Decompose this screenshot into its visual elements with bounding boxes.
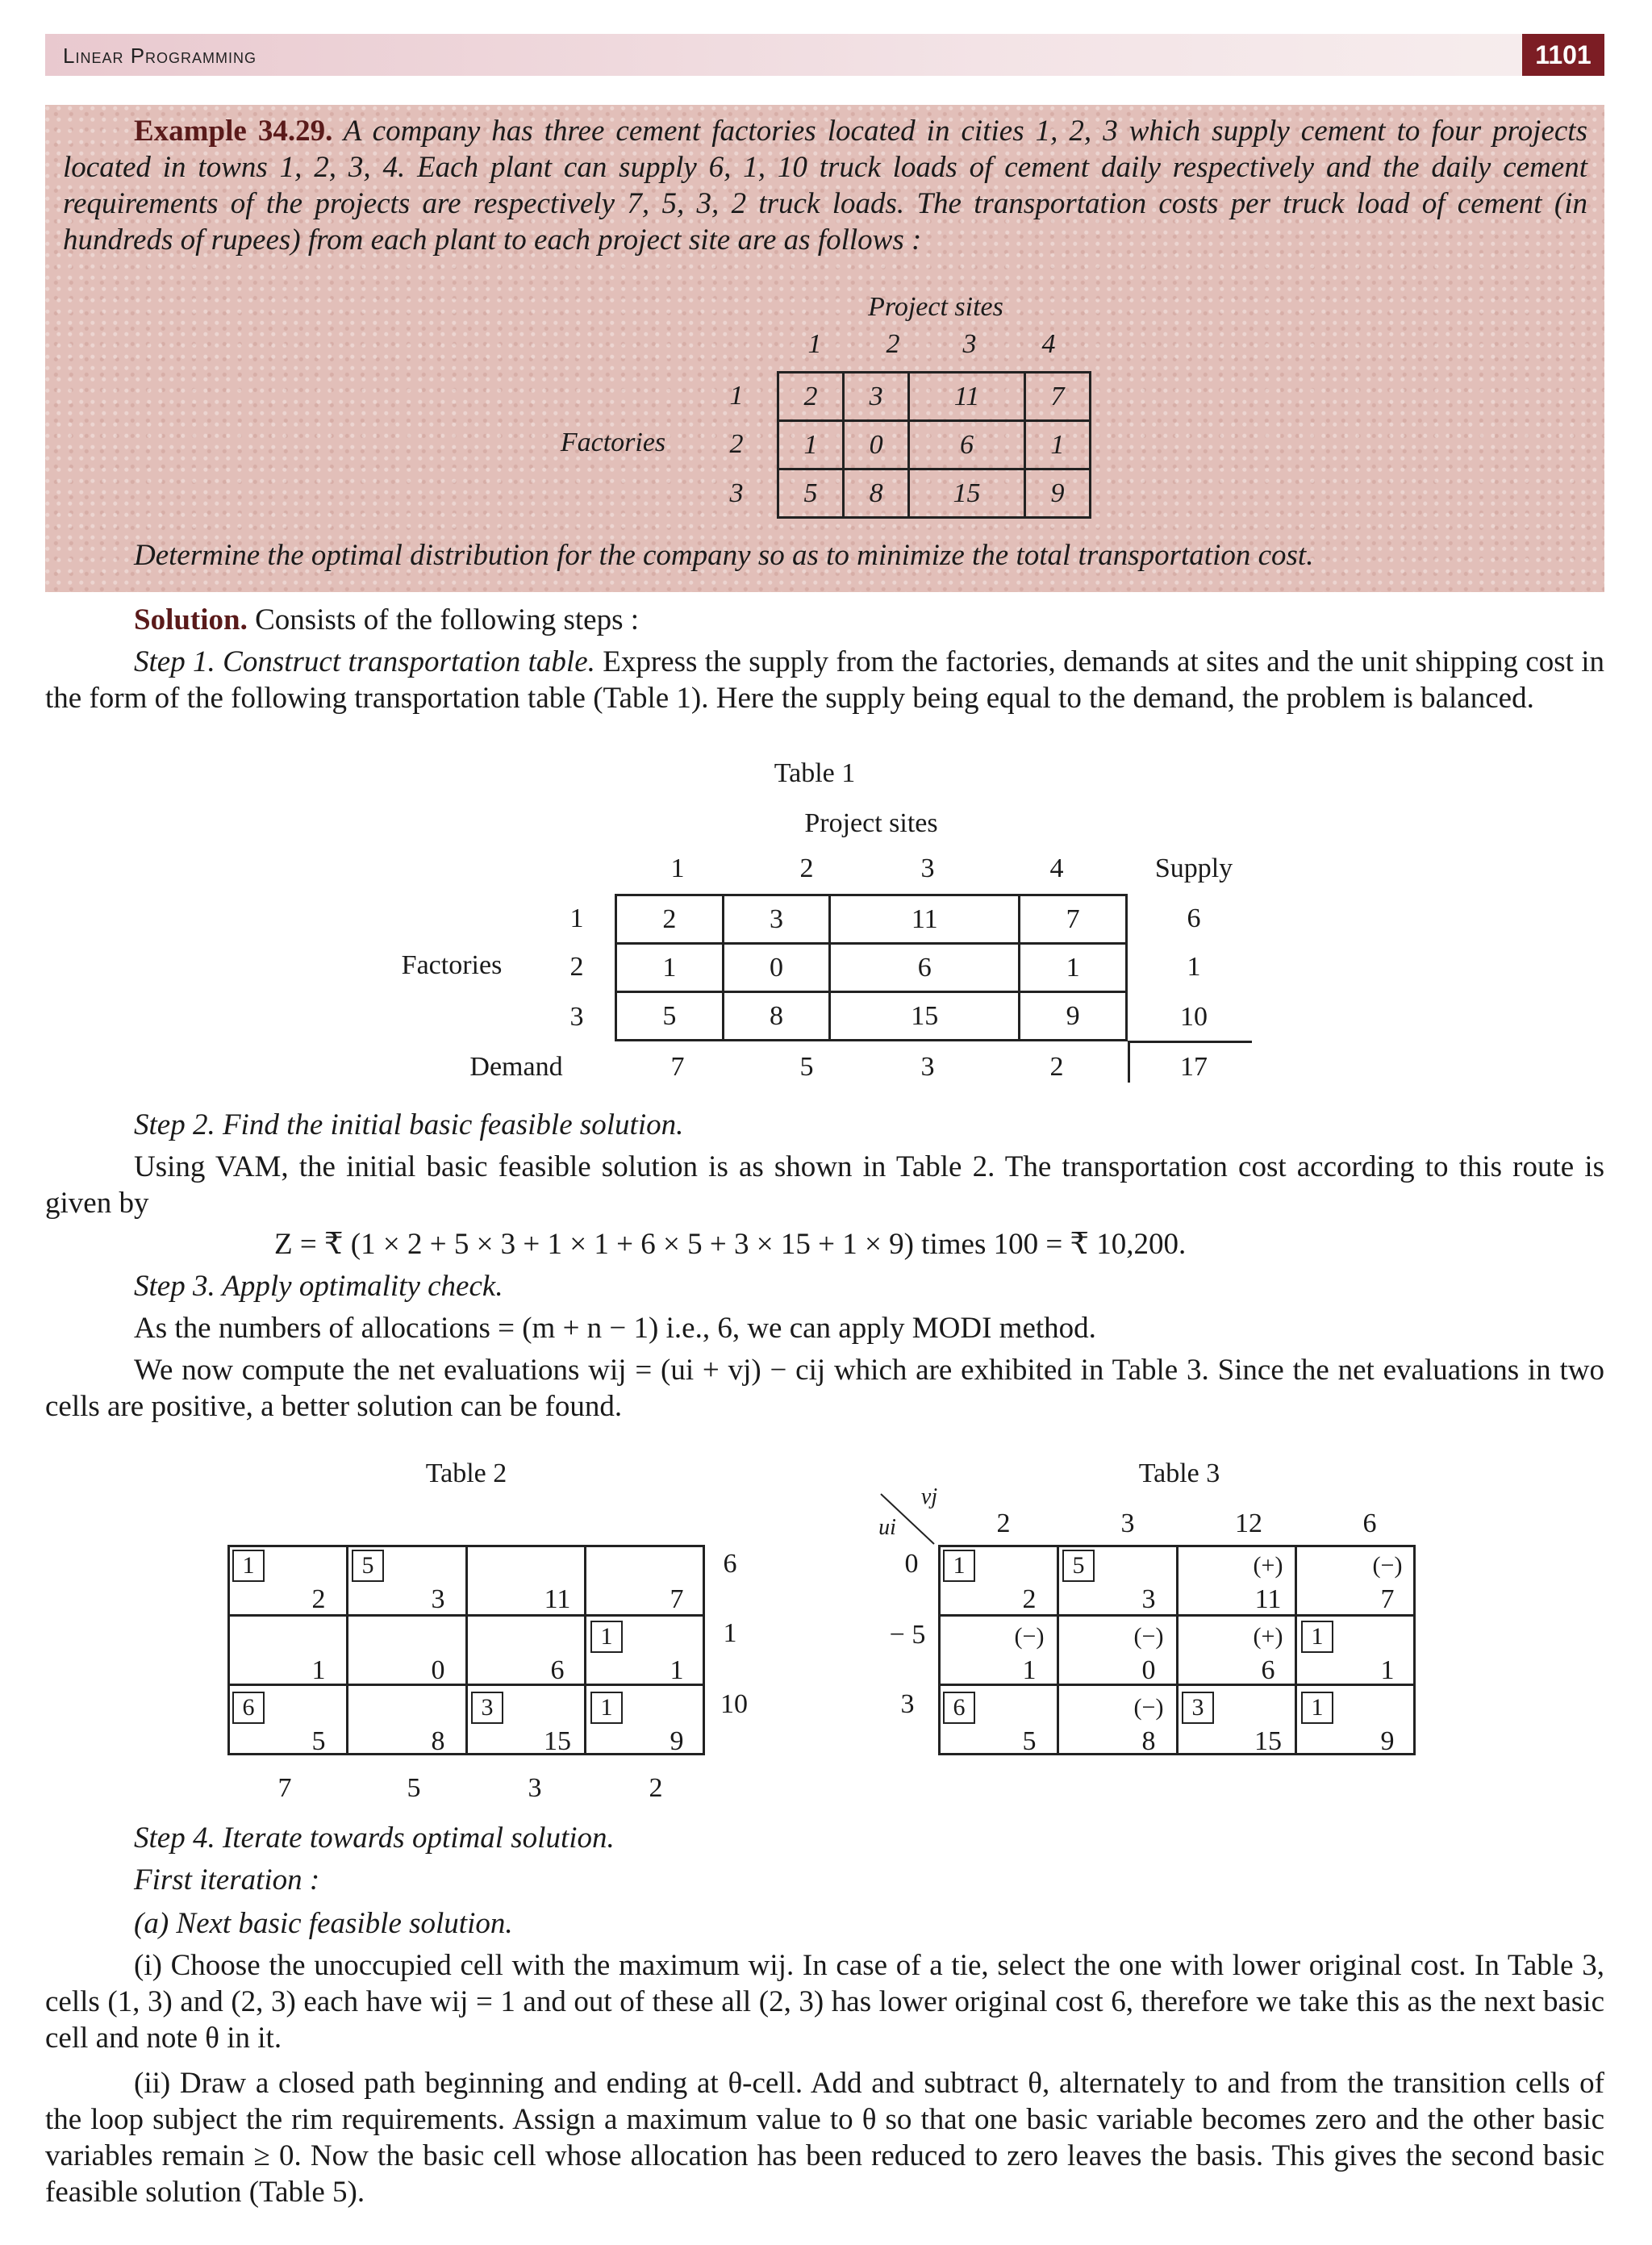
table1-col-4: 4 bbox=[1049, 853, 1064, 883]
page-header bbox=[45, 34, 1604, 76]
cost-cell: 1 bbox=[1024, 421, 1090, 469]
cost-value: 2 bbox=[1022, 1584, 1037, 1614]
cost-value: 11 bbox=[544, 1584, 571, 1614]
example-col-3: 3 bbox=[962, 329, 977, 359]
table2-supply-2: 1 bbox=[723, 1618, 737, 1648]
cost-cell: 2 bbox=[778, 373, 844, 421]
example-label: Example 34.29. bbox=[134, 115, 333, 148]
allocation-box: 3 bbox=[471, 1692, 503, 1724]
i-text: (i) Choose the unoccupied cell with the maximum wij. In case of a tie, select the one with lower original cost. In Table 3, cells (1, 3) and (2, 3) each have wij = 1 and out of these all (2, 3) has lower original cost 6, therefore we take this as the next basic cell and note θ in it. bbox=[45, 1949, 1604, 2055]
table2-demand-4: 2 bbox=[649, 1773, 663, 1803]
first-iteration: First iteration : bbox=[134, 1863, 320, 1897]
table1-demand-3: 3 bbox=[920, 1052, 935, 1082]
cost-value: 7 bbox=[670, 1584, 684, 1614]
cost-value: 1 bbox=[670, 1655, 684, 1685]
cost-value: 9 bbox=[670, 1726, 684, 1756]
table1-row-1: 1 bbox=[569, 903, 584, 933]
table1-grid bbox=[615, 894, 1128, 1041]
allocation-box: 1 bbox=[232, 1550, 265, 1582]
table3-u-1: 0 bbox=[904, 1549, 919, 1579]
table2-demand-1: 7 bbox=[277, 1773, 292, 1803]
example-row-3: 3 bbox=[729, 478, 744, 508]
cost-value: 11 bbox=[1254, 1584, 1282, 1614]
table1-supply-label: Supply bbox=[1154, 853, 1233, 883]
table2-title: Table 2 bbox=[425, 1458, 507, 1488]
a-title: (a) Next basic feasible solution. bbox=[134, 1907, 513, 1940]
ii-paragraph bbox=[45, 2065, 1604, 2210]
cost-value: 3 bbox=[1141, 1584, 1156, 1614]
solution-intro-text: Consists of the following steps : bbox=[255, 603, 639, 636]
table1-factories-label: Factories bbox=[401, 950, 503, 980]
example-statement bbox=[63, 113, 1587, 258]
example-row-2: 2 bbox=[729, 429, 744, 459]
cost-cell: 6 bbox=[909, 421, 1025, 469]
cost-value: 8 bbox=[1141, 1726, 1156, 1756]
allocation-box: 5 bbox=[352, 1550, 384, 1582]
allocation-box: 1 bbox=[1301, 1692, 1333, 1724]
chapter-title: Linear Programming bbox=[63, 44, 257, 68]
cost-value: 5 bbox=[1022, 1726, 1037, 1756]
net-evaluation-sign: (+) bbox=[1253, 1552, 1283, 1579]
allocation-box: 3 bbox=[1182, 1692, 1214, 1724]
table1-supply-2: 1 bbox=[1187, 952, 1201, 982]
table2-demand-3: 3 bbox=[528, 1773, 542, 1803]
cost-cell: 11 bbox=[830, 895, 1020, 944]
cost-cell: 3 bbox=[844, 373, 909, 421]
cost-value: 6 bbox=[550, 1655, 565, 1685]
table1-demand-1: 7 bbox=[670, 1052, 685, 1082]
step3-line2: We now compute the net evaluations wij = (ui + vj) − cij which are exhibited in Table 3. Since the net evaluations in two cells are positive, a better solution can be found. bbox=[45, 1354, 1604, 1423]
step2-paragraph bbox=[45, 1149, 1604, 1221]
table2-supply-1: 6 bbox=[723, 1549, 737, 1579]
cost-value: 5 bbox=[311, 1726, 326, 1756]
table1-row-3: 3 bbox=[569, 1002, 584, 1032]
cost-value: 3 bbox=[431, 1584, 445, 1614]
cost-value: 1 bbox=[311, 1655, 326, 1685]
cost-value: 15 bbox=[1254, 1726, 1282, 1756]
step3-title: Step 3. Apply optimality check. bbox=[134, 1270, 503, 1303]
example-project-sites-label: Project sites bbox=[868, 292, 1003, 322]
cost-cell: 7 bbox=[1024, 373, 1090, 421]
table3-u-2: − 5 bbox=[889, 1620, 926, 1650]
table2-demand-2: 5 bbox=[407, 1773, 421, 1803]
step2-title: Step 2. Find the initial basic feasible solution. bbox=[134, 1108, 684, 1141]
cost-cell: 9 bbox=[1024, 469, 1090, 518]
net-evaluation-sign: (+) bbox=[1253, 1623, 1283, 1650]
step1-paragraph bbox=[45, 644, 1604, 716]
net-evaluation-sign: (−) bbox=[1133, 1694, 1164, 1721]
table1-col-2: 2 bbox=[799, 853, 814, 883]
cost-value: 6 bbox=[1261, 1655, 1275, 1685]
cost-value: 1 bbox=[1022, 1655, 1037, 1685]
i-paragraph bbox=[45, 1947, 1604, 2056]
allocation-box: 1 bbox=[590, 1621, 623, 1653]
table3-v-2: 3 bbox=[1120, 1508, 1135, 1538]
cost-value: 7 bbox=[1380, 1584, 1395, 1614]
table1-row-2: 2 bbox=[569, 952, 584, 982]
solution-label: Solution. bbox=[134, 603, 248, 636]
ii-text: (ii) Draw a closed path beginning and ending at θ-cell. Add and subtract θ, alternately to and from the transition cells of the loop subject the rim requirements. Assign a maximum value to θ so that one basic variable becomes zero and the other basic variables remain ≥ 0. Now the basic cell whose allocation has been reduced to zero leaves the basis. This gives the second basic feasible solution (Table 5). bbox=[45, 2067, 1604, 2209]
cost-cell: 15 bbox=[830, 992, 1020, 1041]
cost-value: 8 bbox=[431, 1726, 445, 1756]
net-evaluation-sign: (−) bbox=[1014, 1623, 1045, 1650]
table3-v-label: vj bbox=[920, 1484, 938, 1509]
cost-cell: 6 bbox=[830, 944, 1020, 992]
example-col-2: 2 bbox=[886, 329, 900, 359]
cost-cell: 1 bbox=[778, 421, 844, 469]
allocation-box: 1 bbox=[590, 1692, 623, 1724]
table1-total-rule bbox=[1128, 1042, 1130, 1083]
allocation-box: 1 bbox=[1301, 1621, 1333, 1653]
example-col-4: 4 bbox=[1041, 329, 1056, 359]
table1-col-1: 1 bbox=[670, 853, 685, 883]
table3-v-3: 12 bbox=[1235, 1508, 1262, 1538]
step3-paragraph bbox=[45, 1352, 1604, 1425]
step2-text: Using VAM, the initial basic feasible solution is as shown in Table 2. The transportation cost according to this route is given by bbox=[45, 1150, 1604, 1220]
cost-value: 2 bbox=[311, 1584, 326, 1614]
cost-value: 15 bbox=[544, 1726, 571, 1756]
example-factories-label: Factories bbox=[560, 428, 666, 457]
step4-title: Step 4. Iterate towards optimal solution. bbox=[134, 1821, 615, 1855]
cost-cell: 3 bbox=[723, 895, 830, 944]
example-col-1: 1 bbox=[807, 329, 822, 359]
table1-supply-rule bbox=[1128, 1041, 1252, 1043]
step1-text: Express the supply from the factories, demands at sites and the unit shipping cost in the form of the following transportation table (Table 1). Here the supply being equal to the demand, the problem is balanced. bbox=[45, 645, 1605, 715]
step1-title: Step 1. Construct transportation table. bbox=[134, 645, 595, 678]
cost-cell: 8 bbox=[723, 992, 830, 1041]
cost-value: 0 bbox=[431, 1655, 445, 1685]
table3-u-3: 3 bbox=[900, 1689, 915, 1719]
step3-line1: As the numbers of allocations = (m + n − 1) i.e., 6, we can apply MODI method. bbox=[134, 1312, 1096, 1345]
table3-v-4: 6 bbox=[1362, 1508, 1377, 1538]
table1-demand-label: Demand bbox=[469, 1052, 563, 1082]
cost-cell: 5 bbox=[778, 469, 844, 518]
z-formula: Z = ₹ (1 × 2 + 5 × 3 + 1 × 1 + 6 × 5 + 3 × 15 + 1 × 9) times 100 = ₹ 10,200. bbox=[274, 1228, 1187, 1261]
example-question: Determine the optimal distribution for the company so as to minimize the total transportation cost. bbox=[134, 539, 1314, 572]
table3-u-label: ui bbox=[878, 1515, 896, 1540]
cost-cell: 1 bbox=[1020, 944, 1127, 992]
table1-total: 17 bbox=[1180, 1052, 1208, 1082]
allocation-box: 6 bbox=[232, 1692, 265, 1724]
table3-v-1: 2 bbox=[996, 1508, 1011, 1538]
cost-value: 0 bbox=[1141, 1655, 1156, 1685]
cost-cell: 9 bbox=[1020, 992, 1127, 1041]
cost-cell: 11 bbox=[909, 373, 1025, 421]
cost-cell: 0 bbox=[723, 944, 830, 992]
cost-cell: 7 bbox=[1020, 895, 1127, 944]
allocation-box: 6 bbox=[943, 1692, 975, 1724]
cost-value: 9 bbox=[1380, 1726, 1395, 1756]
table2-grid bbox=[227, 1545, 705, 1755]
example-text: A company has three cement factories located in cities 1, 2, 3 which supply cement to four projects located in towns 1, 2, 3, 4. Each plant can supply 6, 1, 10 truck loads of cement daily respectively and the daily cement requirements of the projects are respectively 7, 5, 3, 2 truck loads. The transportation costs per truck load of cement (in hundreds of rupees) from each plant to each project site are as follows : bbox=[63, 115, 1587, 257]
cost-cell: 5 bbox=[616, 992, 724, 1041]
table1-project-sites: Project sites bbox=[804, 808, 938, 838]
table1-col-3: 3 bbox=[920, 853, 935, 883]
allocation-box: 1 bbox=[943, 1550, 975, 1582]
net-evaluation-sign: (−) bbox=[1133, 1623, 1164, 1650]
table1-demand-4: 2 bbox=[1049, 1052, 1064, 1082]
cost-cell: 2 bbox=[616, 895, 724, 944]
page-number: 1101 bbox=[1522, 34, 1604, 76]
table3-title: Table 3 bbox=[1138, 1458, 1220, 1488]
table2-supply-3: 10 bbox=[720, 1689, 748, 1719]
example-row-1: 1 bbox=[729, 381, 744, 411]
table1-supply-3: 10 bbox=[1180, 1002, 1208, 1032]
cost-cell: 15 bbox=[909, 469, 1025, 518]
net-evaluation-sign: (−) bbox=[1372, 1552, 1403, 1579]
cost-cell: 0 bbox=[844, 421, 909, 469]
solution-intro bbox=[134, 602, 1586, 638]
table1-demand-2: 5 bbox=[799, 1052, 814, 1082]
cost-value: 1 bbox=[1380, 1655, 1395, 1685]
allocation-box: 5 bbox=[1062, 1550, 1095, 1582]
table1-supply-1: 6 bbox=[1187, 903, 1201, 933]
table1-title: Table 1 bbox=[774, 758, 856, 788]
cost-cell: 1 bbox=[616, 944, 724, 992]
example-cost-table bbox=[777, 371, 1091, 519]
cost-cell: 8 bbox=[844, 469, 909, 518]
